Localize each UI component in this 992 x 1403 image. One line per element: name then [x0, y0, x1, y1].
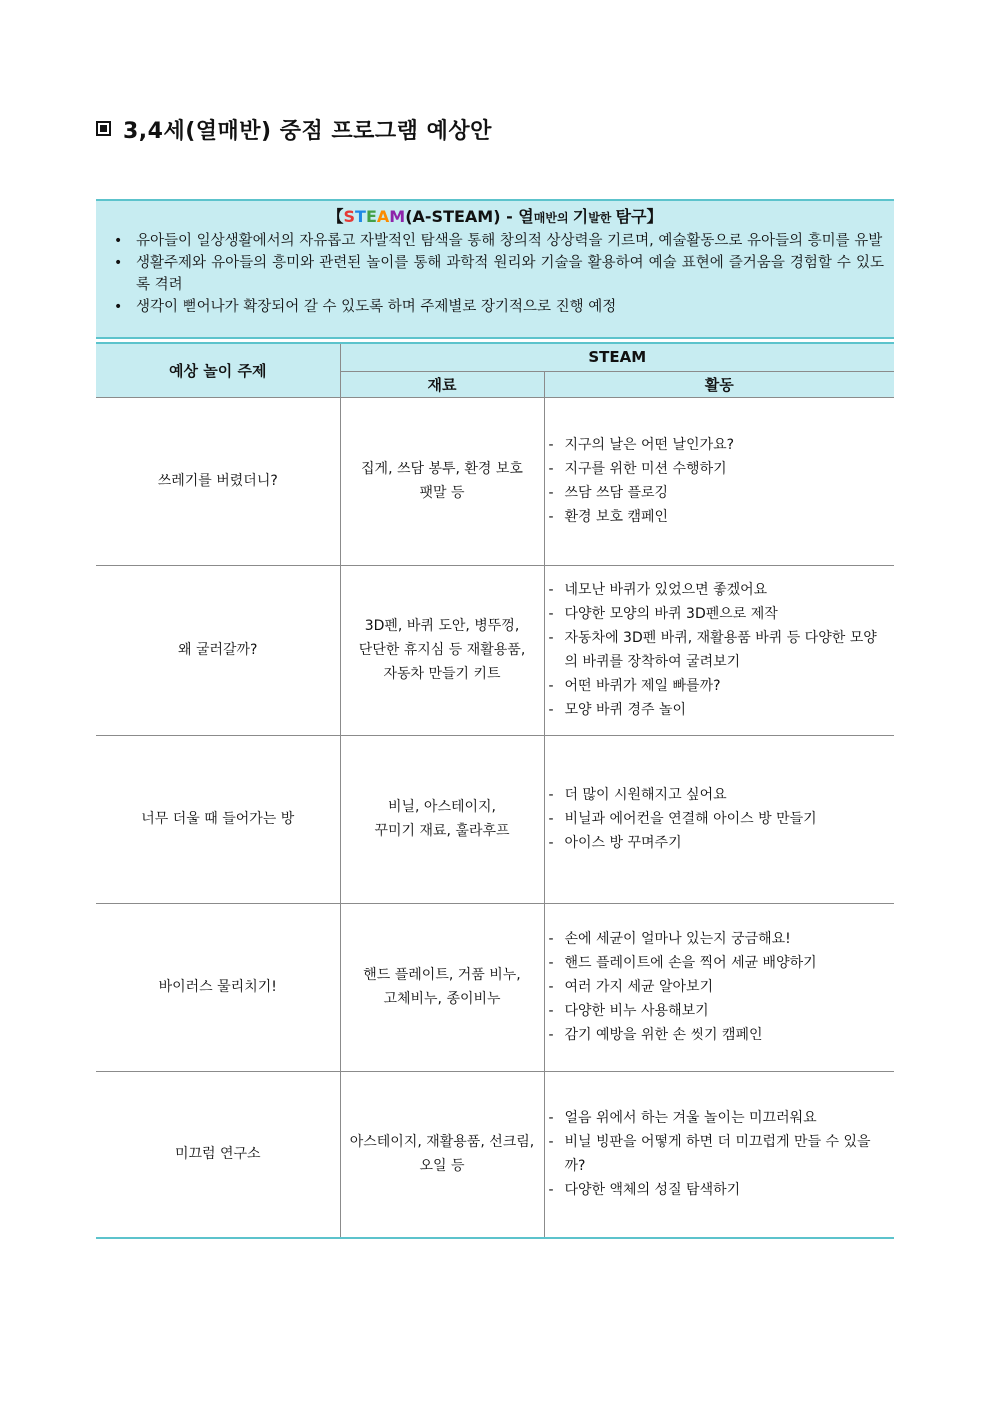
- steam-colored-letters: [344, 207, 406, 226]
- material-line: 3D펜, 바퀴 도안, 병뚜껑,: [364, 618, 520, 634]
- table-row: [96, 735, 894, 903]
- intro-title: 【STEAM(A-STEAM) - 열매반의 기발한 탐구】: [327, 207, 663, 226]
- activity-line: - 지구의 날은 어떤 날인가요?: [549, 433, 891, 457]
- material-line: 핸드 플레이트, 거품 비누,: [363, 967, 521, 983]
- header-theme: 예상 놀이 주제: [96, 343, 340, 397]
- activity-line: - 비닐과 에어컨을 연결해 아이스 방 만들기: [549, 807, 891, 831]
- steam-letter: S: [343, 207, 356, 226]
- material-line: 단단한 휴지심 등 재활용품,: [358, 642, 526, 658]
- row-theme: 너무 더울 때 들어가는 방: [96, 735, 340, 903]
- activity-line: - 비닐 빙판을 어떻게 하면 더 미끄럽게 만들 수 있을까?: [549, 1130, 891, 1178]
- row-activities: [544, 397, 894, 565]
- intro-section: [96, 199, 894, 339]
- row-theme: 왜 굴러갈까?: [96, 565, 340, 735]
- activity-line: - 여러 가지 세균 알아보기: [549, 975, 891, 999]
- row-theme: 쓰레기를 버렸더니?: [96, 397, 340, 565]
- row-theme: 미끄럼 연구소: [96, 1071, 340, 1238]
- square-bullet-icon: [96, 121, 111, 136]
- header-material: 재료: [340, 371, 544, 397]
- material-line: 팻말 등: [419, 485, 465, 501]
- material-line: 집게, 쓰담 봉투, 환경 보호: [361, 461, 523, 477]
- activity-line: - 핸드 플레이트에 손을 찍어 세균 배양하기: [549, 951, 891, 975]
- activity-line: - 쓰담 쓰담 플로깅: [549, 481, 891, 505]
- row-activities: [544, 735, 894, 903]
- table-row: [96, 1071, 894, 1238]
- activity-line: - 다양한 액체의 성질 탐색하기: [549, 1178, 891, 1202]
- header-steam: STEAM: [340, 343, 894, 371]
- intro-bullet: • 생활주제와 유아들의 흥미와 관련된 놀이를 통해 과학적 원리와 기술을 활용하여 예술 표현에 즐거움을 경험할 수 있도록 격려: [136, 252, 884, 296]
- activity-line: - 다양한 비누 사용해보기: [549, 999, 891, 1023]
- steam-letter: A: [376, 207, 390, 226]
- row-theme: 바이러스 물리치기!: [96, 903, 340, 1071]
- activity-line: - 모양 바퀴 경주 놀이: [549, 698, 891, 722]
- intro-bullet-list: [106, 230, 884, 318]
- row-materials: [340, 397, 544, 565]
- table-row: [96, 565, 894, 735]
- row-materials: [340, 565, 544, 735]
- material-line: 자동차 만들기 키트: [383, 666, 501, 682]
- material-line: 고체비누, 종이비누: [383, 991, 501, 1007]
- activity-line: - 환경 보호 캠페인: [549, 505, 891, 529]
- row-materials: [340, 1071, 544, 1238]
- row-activities: [544, 1071, 894, 1238]
- row-materials: [340, 735, 544, 903]
- activity-line: - 다양한 모양의 바퀴 3D펜으로 제작: [549, 602, 891, 626]
- program-table: [96, 342, 894, 1239]
- program-box: [96, 199, 894, 1239]
- activity-line: - 아이스 방 꾸며주기: [549, 831, 891, 855]
- material-line: 오일 등: [419, 1158, 465, 1175]
- page-title: [96, 114, 492, 145]
- page-title-text: 3,4세(열매반) 중점 프로그램 예상안: [123, 119, 492, 144]
- steam-letter: T: [355, 207, 366, 226]
- steam-letter: E: [365, 207, 377, 226]
- row-activities: [544, 565, 894, 735]
- activity-line: - 더 많이 시원해지고 싶어요: [549, 783, 891, 807]
- row-materials: [340, 903, 544, 1071]
- activity-line: - 얼음 위에서 하는 겨울 놀이는 미끄러워요: [549, 1106, 891, 1130]
- intro-bullet: • 생각이 뻗어나가 확장되어 갈 수 있도록 하며 주제별로 장기적으로 진행 예정: [136, 296, 884, 318]
- material-line: 비닐, 아스테이지,: [387, 799, 497, 815]
- material-line: 아스테이지, 재활용품, 선크림,: [349, 1134, 535, 1151]
- header-activity: 활동: [544, 371, 894, 397]
- material-line: 꾸미기 재료, 훌라후프: [374, 823, 510, 839]
- steam-letter: M: [389, 207, 406, 226]
- table-row: [96, 903, 894, 1071]
- activity-line: - 손에 세균이 얼마나 있는지 궁금해요!: [549, 927, 891, 951]
- activity-line: - 감기 예방을 위한 손 씻기 캠페인: [549, 1023, 891, 1047]
- row-activities: [544, 903, 894, 1071]
- activity-line: - 네모난 바퀴가 있었으면 좋겠어요: [549, 578, 891, 602]
- intro-bullet: • 유아들이 일상생활에서의 자유롭고 자발적인 탐색을 통해 창의적 상상력을 기르며, 예술활동으로 유아들의 흥미를 유발: [136, 230, 884, 252]
- activity-line: - 지구를 위한 미션 수행하기: [549, 457, 891, 481]
- table-row: [96, 397, 894, 565]
- activity-line: - 어떤 바퀴가 제일 빠를까?: [549, 674, 891, 698]
- activity-line: - 자동차에 3D펜 바퀴, 재활용품 바퀴 등 다양한 모양의 바퀴를 장착하여 굴려보기: [549, 626, 891, 674]
